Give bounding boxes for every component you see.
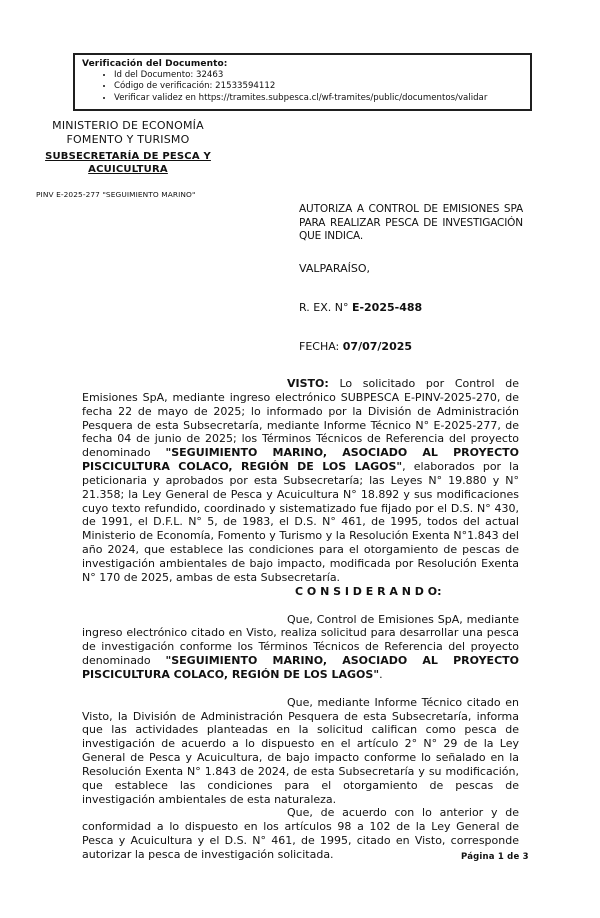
city-line: VALPARAÍSO, bbox=[299, 262, 371, 275]
paragraph1-text-1: Que, Control de Emisiones SpA, mediante ingreso electrónico citado en Visto, realiza solicitud para desarrollar una pesca de investigación conforme los Términos Técnicos de Referencia del proyecto denominado bbox=[82, 612, 519, 668]
visto-text-2: , elaborados por la peticionaria y aprobados por esta Subsecretaría; las Leyes N° 19.880 y N° 21.358; la Ley General de Pesca y Acuicultura N° 18.892 y sus modificaciones cuyo texto refundido, coordinado y sistematizado fue fijado por el D.S. N° 430, de 1991, el D.F.L. N° 5, de 1983, el D.S. N° 461, de 1995, todos del actual Ministerio de Economía, Fomento y Turismo y la Resolución Exenta N°1.843 del año 2024, que establece las condiciones para el otorgamiento de pescas de investigación ambientales de bajo impacto, modificada por Resolución Exenta N° 170 de 2025, ambas de esta Subsecretaría. bbox=[82, 460, 519, 584]
page-number: Página 1 de 3 bbox=[461, 852, 529, 862]
verification-item-url: • Verificar validez en https://tramites.subpesca.cl/wf-tramites/public/documentos/validar bbox=[114, 93, 526, 104]
date-label: FECHA: bbox=[299, 340, 343, 353]
visto-text-1: Lo solicitado por Control de Emisiones SpA, mediante ingreso electrónico SUBPESCA E-PINV-2025-270, de fecha 22 de mayo de 2025; lo informado por la División de Administración Pesquera de esta Subsecretaría, mediante Informe Técnico N° E-2025-277, de fecha 04 de junio de 2025; los Términos Técnicos de Referencia del proyecto denominado bbox=[82, 377, 519, 460]
blank-line bbox=[82, 682, 519, 696]
date-value: 07/07/2025 bbox=[342, 340, 413, 353]
resolution-number-line bbox=[299, 301, 422, 314]
considerando-paragraph-3: Que, de acuerdo con lo anterior y de conformidad a lo dispuesto en los artículos 98 a 102 de la Ley General de Pesca y Acuicultura y el D.S. N° 461, de 1995, citado en Visto, corresponde autorizar la pesca de investigación solicitada. bbox=[82, 806, 519, 861]
considerando-heading: C O N S I D E R A N D O: bbox=[295, 584, 442, 598]
considerando-paragraph-1 bbox=[82, 613, 519, 682]
visto-project-name: "SEGUIMIENTO MARINO, ASOCIADO AL PROYECTO PISCICULTURA COLACO, REGIÓN DE LOS LAGOS" bbox=[82, 446, 519, 474]
resolution-number-label: R. EX. N° bbox=[299, 301, 352, 314]
verification-item-code: • Código de verificación: 21533594112 bbox=[114, 81, 526, 92]
paragraph1-text-2: . bbox=[379, 667, 383, 681]
subsecretaria-name-line2: ACUICULTURA bbox=[88, 163, 168, 175]
verification-box bbox=[73, 53, 532, 111]
subsecretaria-name-line1: SUBSECRETARÍA DE PESCA Y bbox=[45, 151, 211, 162]
considerando-paragraph-2: Que, mediante Informe Técnico citado en Visto, la División de Administración Pesquera de esta Subsecretaría, informa que las actividades planteadas en la solicitud califican como pesca de investigación de acuerdo a lo dispuesto en el artículo 2° N° 29 de la Ley General de Pesca y Acuicultura, de bajo impacto conforme lo señalado en la Resolución Exenta N° 1.843 de 2024, de esta Subsecretaría y su modificación, que establece las condiciones para el otorgamiento de pescas de investigación ambientales de esta naturaleza. bbox=[82, 695, 519, 806]
resolution-subject: AUTORIZA A CONTROL DE EMISIONES SPA PARA REALIZAR PESCA DE INVESTIGACIÓN QUE INDICA. bbox=[299, 203, 523, 242]
paragraph1-project-name: "SEGUIMIENTO MARINO, ASOCIADO AL PROYECTO PISCICULTURA COLACO, REGIÓN DE LOS LAGOS" bbox=[82, 654, 519, 681]
visto-paragraph bbox=[82, 377, 519, 585]
verification-list bbox=[82, 70, 526, 104]
verification-item-document-id: • Id del Documento: 32463 bbox=[114, 70, 526, 81]
verification-title: Verificación del Documento: bbox=[82, 59, 228, 69]
ministry-name-line1: MINISTERIO DE ECONOMÍA bbox=[52, 119, 204, 132]
document-body bbox=[82, 377, 519, 862]
visto-label: VISTO: bbox=[287, 377, 329, 390]
ministry-name-line2: FOMENTO Y TURISMO bbox=[66, 132, 190, 146]
blank-line bbox=[82, 599, 519, 613]
letterhead bbox=[36, 119, 220, 176]
date-line bbox=[299, 340, 412, 353]
resolution-number-value: E-2025-488 bbox=[351, 301, 423, 314]
project-reference: PINV E-2025-277 "SEGUIMIENTO MARINO" bbox=[36, 190, 196, 199]
